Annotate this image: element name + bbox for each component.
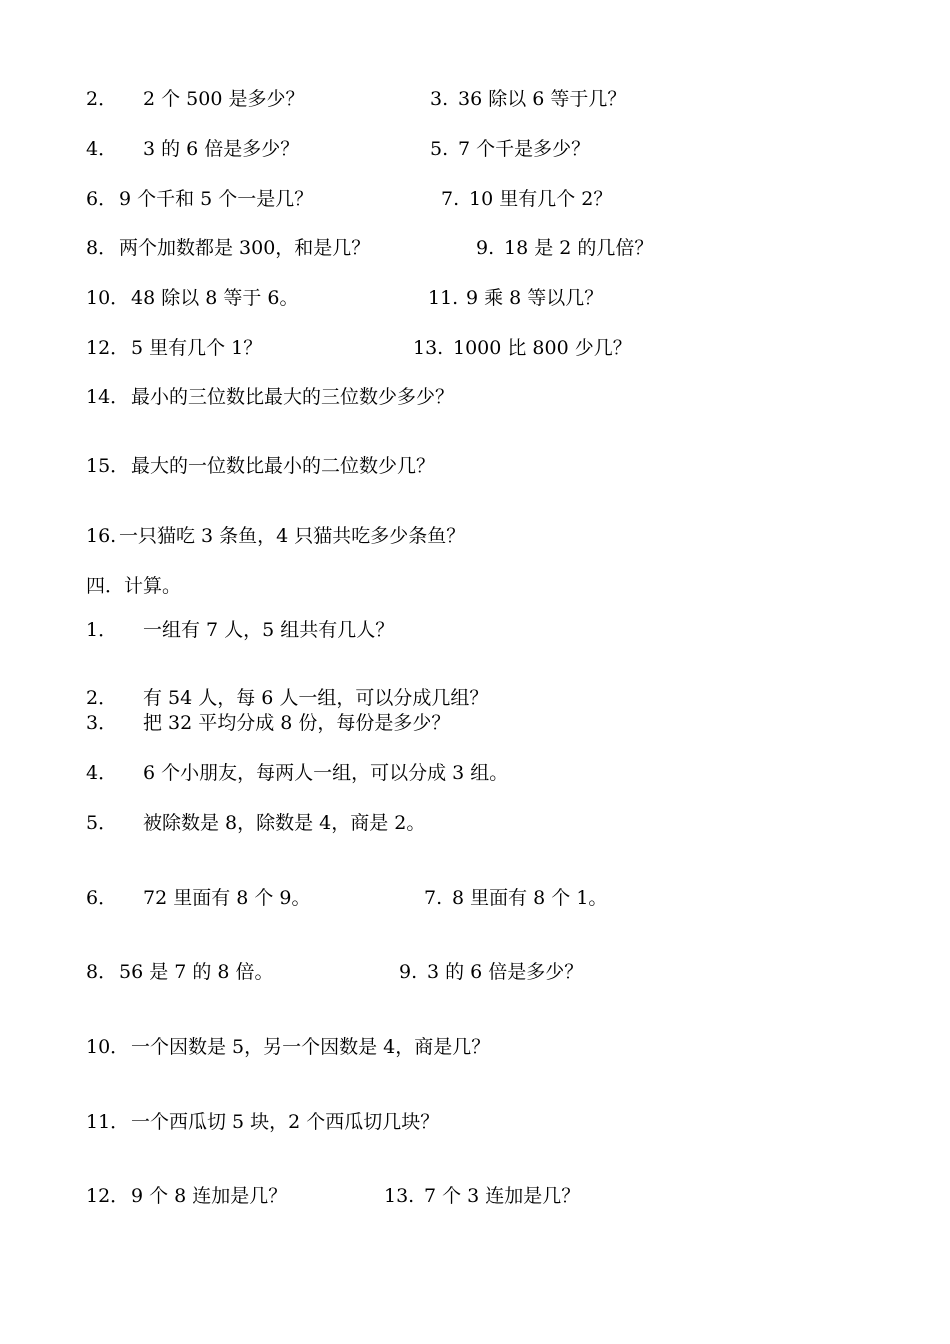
calc-10-text: 一个因数是 5，另一个因数是 4，商是几？	[131, 1036, 491, 1058]
question-16-text: 一只猫吃 3 条鱼，4 只猫共吃多少条鱼？	[119, 525, 466, 547]
calc-4-text: 6 个小朋友，每两人一组，可以分成 3 组。	[143, 762, 509, 784]
question-4-text: 3 的 6 倍是多少？	[143, 138, 300, 160]
question-7-number: 7.	[441, 188, 460, 210]
calc-6-number: 6．	[86, 887, 118, 909]
calc-9-text: 3 的 6 倍是多少？	[427, 961, 584, 983]
calc-1-number: 1．	[86, 619, 118, 641]
question-13-number: 13.	[413, 337, 444, 359]
calc-12-number: 12．	[86, 1185, 130, 1207]
question-2-number: 2．	[86, 88, 118, 110]
question-15-text: 最大的一位数比最小的二位数少几？	[131, 455, 436, 477]
question-13-text: 1000 比 800 少几？	[453, 337, 632, 359]
question-14-text: 最小的三位数比最大的三位数少多少？	[131, 386, 455, 408]
calc-1-text: 一组有 7 人，5 组共有几人？	[143, 619, 395, 641]
question-9-number: 9.	[476, 237, 495, 259]
question-8-text: 两个加数都是 300，和是几？	[119, 237, 371, 259]
question-12-number: 12．	[86, 337, 130, 359]
calc-5-text: 被除数是 8，除数是 4，商是 2。	[143, 812, 426, 834]
section-4-heading: 四．计算。	[86, 575, 182, 597]
question-15-number: 15．	[86, 455, 130, 477]
question-7-text: 10 里有几个 2？	[469, 188, 613, 210]
calc-10-number: 10．	[86, 1036, 130, 1058]
question-3-text: 36 除以 6 等于几？	[458, 88, 627, 110]
calc-8-text: 56 是 7 的 8 倍。	[119, 961, 274, 983]
calc-7-number: 7.	[424, 887, 443, 909]
question-16-number: 16.	[86, 525, 117, 547]
question-9-text: 18 是 2 的几倍？	[504, 237, 654, 259]
calc-13-text: 7 个 3 连加是几？	[424, 1185, 581, 1207]
question-4-number: 4．	[86, 138, 118, 160]
question-5-number: 5.	[430, 138, 449, 160]
question-10-number: 10．	[86, 287, 130, 309]
question-11-number: 11.	[428, 287, 459, 309]
calc-12-text: 9 个 8 连加是几？	[131, 1185, 288, 1207]
question-12-text: 5 里有几个 1？	[131, 337, 263, 359]
question-8-number: 8．	[86, 237, 118, 259]
calc-11-number: 11．	[86, 1111, 130, 1133]
question-6-number: 6．	[86, 188, 118, 210]
question-2-text: 2 个 500 是多少？	[143, 88, 305, 110]
calc-13-number: 13.	[384, 1185, 415, 1207]
calc-3-text: 把 32 平均分成 8 份，每份是多少？	[143, 712, 451, 734]
question-11-text: 9 乘 8 等以几？	[466, 287, 604, 309]
question-5-text: 7 个千是多少？	[458, 138, 591, 160]
question-3-number: 3.	[430, 88, 449, 110]
calc-5-number: 5．	[86, 812, 118, 834]
calc-4-number: 4．	[86, 762, 118, 784]
question-6-text: 9 个千和 5 个一是几？	[119, 188, 314, 210]
calc-2-text: 有 54 人，每 6 人一组，可以分成几组？	[143, 687, 489, 709]
calc-3-number: 3．	[86, 712, 118, 734]
calc-8-number: 8．	[86, 961, 118, 983]
calc-9-number: 9.	[399, 961, 418, 983]
calc-2-number: 2．	[86, 687, 118, 709]
calc-7-text: 8 里面有 8 个 1。	[452, 887, 608, 909]
calc-11-text: 一个西瓜切 5 块，2 个西瓜切几块？	[131, 1111, 440, 1133]
question-10-text: 48 除以 8 等于 6。	[131, 287, 299, 309]
calc-6-text: 72 里面有 8 个 9。	[143, 887, 311, 909]
question-14-number: 14．	[86, 386, 130, 408]
